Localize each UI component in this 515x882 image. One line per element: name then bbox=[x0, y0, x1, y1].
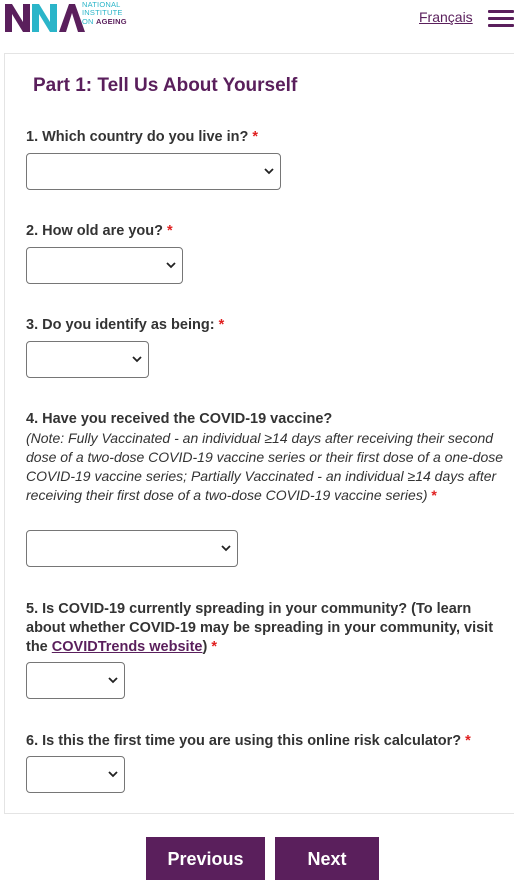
question-4-label: 4. Have you received the COVID-19 vaccine? bbox=[26, 411, 333, 427]
identity-select[interactable] bbox=[26, 341, 149, 378]
question-5-label: 5. Is COVID-19 currently spreading in your community? (To learn about whether COVID-19 may be spreading in your community, visit the COVIDTrends website) * bbox=[26, 601, 494, 655]
nia-logo-mark-icon bbox=[5, 0, 85, 34]
community-spread-select[interactable] bbox=[26, 662, 125, 699]
chevron-down-icon bbox=[132, 354, 142, 364]
logo-text-national: NATIONAL bbox=[82, 0, 121, 9]
required-mark: * bbox=[431, 487, 437, 503]
question-6-label: 6. Is this the first time you are using this online risk calculator? * bbox=[26, 733, 471, 749]
chevron-down-icon bbox=[264, 166, 274, 176]
required-mark: * bbox=[252, 129, 259, 145]
required-mark: * bbox=[167, 223, 173, 239]
nia-logo[interactable] bbox=[5, 0, 155, 34]
first-time-select[interactable] bbox=[26, 756, 125, 793]
previous-button[interactable]: Previous bbox=[146, 837, 265, 880]
question-3-label: 3. Do you identify as being: * bbox=[26, 317, 225, 333]
required-mark: * bbox=[218, 317, 225, 333]
language-link-french[interactable]: Français bbox=[419, 9, 473, 25]
covidtrends-link[interactable]: COVIDTrends website bbox=[51, 639, 203, 655]
part-title: Part 1: Tell Us About Yourself bbox=[33, 75, 298, 96]
question-2-label: 2. How old are you? * bbox=[26, 223, 173, 239]
required-mark: * bbox=[211, 639, 217, 655]
chevron-down-icon bbox=[221, 543, 231, 553]
required-mark: * bbox=[465, 733, 471, 749]
vaccine-select[interactable] bbox=[26, 530, 238, 567]
chevron-down-icon bbox=[108, 769, 118, 779]
chevron-down-icon bbox=[108, 675, 118, 685]
chevron-down-icon bbox=[166, 260, 176, 270]
age-select[interactable] bbox=[26, 247, 183, 284]
country-select[interactable] bbox=[26, 153, 281, 190]
logo-text-institute: INSTITUTE bbox=[82, 8, 123, 17]
hamburger-menu-icon[interactable] bbox=[488, 10, 514, 28]
logo-text-on-ageing: ON AGEING bbox=[82, 17, 127, 26]
question-1-label: 1. Which country do you live in? * bbox=[26, 129, 259, 145]
vaccine-note: (Note: Fully Vaccinated - an individual ≥14 days after receiving their second dose of a two-dose COVID-19 vaccine series or their first dose of a one-dose COVID-19 vaccine series; Partially Vaccinated - an individual ≥14 days after receiving their first dose of a two-dose COVID-19 vaccine series) * bbox=[26, 430, 504, 503]
next-button[interactable]: Next bbox=[275, 837, 379, 880]
site-header bbox=[0, 0, 515, 52]
form-card bbox=[4, 53, 514, 814]
